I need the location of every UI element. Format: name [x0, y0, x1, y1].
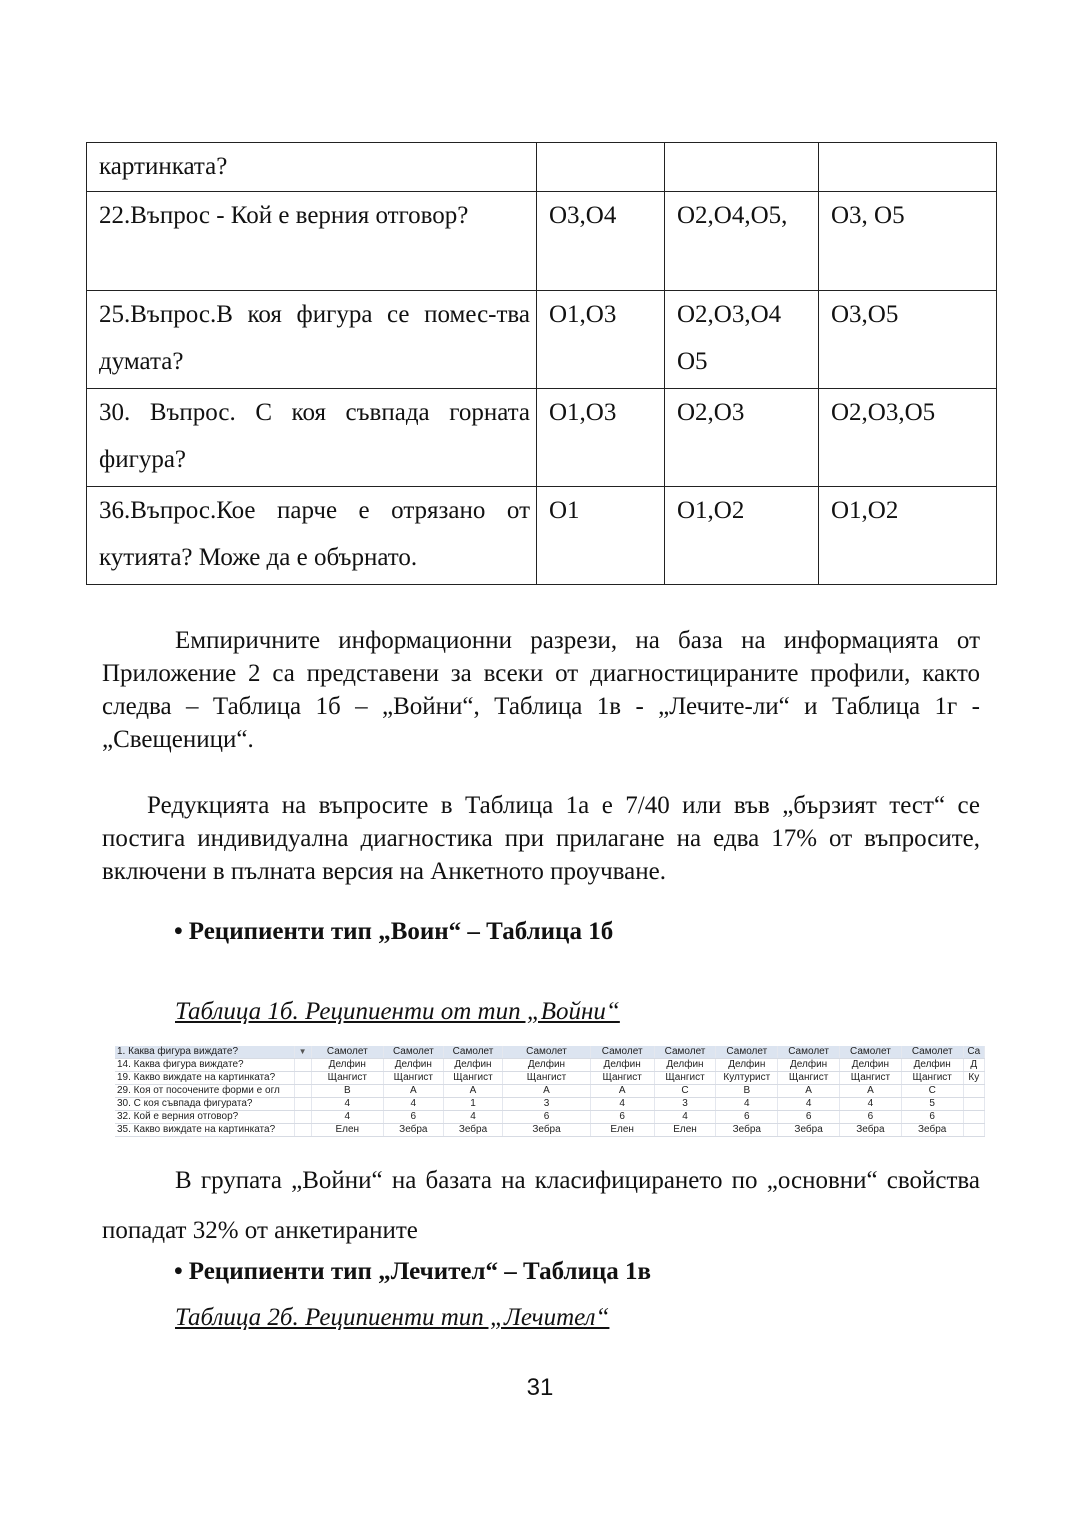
sheet-row	[115, 1124, 985, 1137]
sheet-value-cell: Зебра	[778, 1124, 840, 1137]
sheet-value-cell: Са	[963, 1046, 984, 1059]
answer-cell: О3,О4	[537, 192, 665, 291]
sheet-label-cell: 35. Какво виждате на картинката?	[115, 1124, 294, 1137]
question-cell: 30. Въпрос. С коя съвпада горната фигура?	[87, 389, 537, 487]
sheet-value-cell: 4	[443, 1111, 503, 1124]
sheet-value-cell: Щангист	[311, 1072, 383, 1085]
sheet-value-cell: Зебра	[716, 1124, 778, 1137]
sheet-value-cell: 6	[778, 1111, 840, 1124]
sheet-value-cell: Елен	[654, 1124, 716, 1137]
answer-cell: О3,О5	[819, 291, 997, 389]
sheet-value-cell: 4	[778, 1098, 840, 1111]
sheet-value-cell: 3	[503, 1098, 590, 1111]
sheet-value-cell: Щангист	[901, 1072, 963, 1085]
sheet-value-cell: Делфин	[654, 1059, 716, 1072]
sheet-value-cell: 4	[840, 1098, 902, 1111]
sheet-row	[115, 1072, 985, 1085]
sheet-label-cell: 14. Каква фигура виждате?	[115, 1059, 294, 1072]
sheet-value-cell: Делфин	[590, 1059, 654, 1072]
answer-cell: О1	[537, 487, 665, 585]
sheet-value-cell: A	[443, 1085, 503, 1098]
sheet-value-cell: 5	[901, 1098, 963, 1111]
sheet-value-cell: 4	[311, 1111, 383, 1124]
question-cell: картинката?	[87, 143, 537, 192]
sheet-value-cell: Самолет	[778, 1046, 840, 1059]
sheet-value-cell: Зебра	[503, 1124, 590, 1137]
bullet-text: Реципиенти тип „Лечител“ – Таблица 1в	[188, 1258, 652, 1285]
answer-cell: О1,О3	[537, 389, 665, 487]
sheet-value-cell: Щангист	[384, 1072, 444, 1085]
answer-cell: О1,О3	[537, 291, 665, 389]
sheet-label-cell: 32. Кой е верния отговор?	[115, 1111, 294, 1124]
sheet-value-cell: Зебра	[840, 1124, 902, 1137]
sheet-value-cell: Зебра	[443, 1124, 503, 1137]
sheet-value-cell	[963, 1111, 984, 1124]
sheet-value-cell: 4	[311, 1098, 383, 1111]
sheet-value-cell: 6	[503, 1111, 590, 1124]
sheet-value-cell: B	[311, 1085, 383, 1098]
sheet-value-cell: Ку	[963, 1072, 984, 1085]
sheet-label-cell: 1. Каква фигура виждате?	[115, 1046, 294, 1059]
table-row	[87, 192, 997, 291]
sheet-label-cell: 19. Какво виждате на картинката?	[115, 1072, 294, 1085]
sheet-value-cell: A	[503, 1085, 590, 1098]
sheet-value-cell: Делфин	[384, 1059, 444, 1072]
spreadsheet-table	[115, 1046, 985, 1137]
sheet-value-cell: 4	[716, 1098, 778, 1111]
sheet-value-cell: Самолет	[590, 1046, 654, 1059]
sheet-value-cell: Културист	[716, 1072, 778, 1085]
answer-cell: О2,О3,О4 О5	[665, 291, 819, 389]
sheet-value-cell: Щангист	[443, 1072, 503, 1085]
sheet-value-cell: Зебра	[384, 1124, 444, 1137]
sheet-empty-cell	[294, 1072, 311, 1085]
table-row	[87, 291, 997, 389]
paragraph-reduction: Редукцията на въпросите в Таблица 1а е 7/40 или във „бързият тест“ се постига индивидуална диагностика при прилагане на едва 17% от въпросите, включени в пълната версия на Анкетното проучване.	[102, 792, 980, 885]
sheet-value-cell: Делфин	[503, 1059, 590, 1072]
sheet-value-cell: Делфин	[901, 1059, 963, 1072]
sheet-label-cell: 30. С коя съвпада фигурата?	[115, 1098, 294, 1111]
answer-cell: О3, О5	[819, 192, 997, 291]
sheet-empty-cell	[294, 1098, 311, 1111]
sheet-value-cell: A	[840, 1085, 902, 1098]
bullet-icon: •	[174, 918, 183, 945]
sheet-value-cell: Самолет	[443, 1046, 503, 1059]
table-row	[87, 389, 997, 487]
sheet-value-cell: Щангист	[778, 1072, 840, 1085]
question-cell: 22.Въпрос - Кой е верния отговор?	[87, 192, 537, 291]
sheet-value-cell: Самолет	[384, 1046, 444, 1059]
answer-cell: О2,О3,О5	[819, 389, 997, 487]
sheet-empty-cell	[294, 1059, 311, 1072]
page-number: 31	[526, 1374, 554, 1401]
answer-cell	[819, 143, 997, 192]
answer-cell: О1,О2	[665, 487, 819, 585]
sheet-row	[115, 1059, 985, 1072]
bullet-icon: •	[174, 1258, 183, 1285]
sheet-value-cell: C	[901, 1085, 963, 1098]
sheet-value-cell: Самолет	[311, 1046, 383, 1059]
sheet-value-cell	[963, 1085, 984, 1098]
sheet-value-cell: 6	[590, 1111, 654, 1124]
sheet-value-cell: Щангист	[654, 1072, 716, 1085]
sheet-value-cell: 4	[384, 1098, 444, 1111]
sheet-value-cell	[963, 1098, 984, 1111]
sheet-value-cell: A	[384, 1085, 444, 1098]
bullet-healers	[174, 1258, 651, 1286]
sheet-value-cell: Делфин	[840, 1059, 902, 1072]
sheet-value-cell: Самолет	[716, 1046, 778, 1059]
question-cell: 25.Въпрос.В коя фигура се помес-тва думата?	[87, 291, 537, 389]
sheet-value-cell: A	[590, 1085, 654, 1098]
answer-cell: О1,О2	[819, 487, 997, 585]
sheet-value-cell: C	[654, 1085, 716, 1098]
answer-cell: О2,О4,О5,	[665, 192, 819, 291]
bullet-warriors	[174, 918, 613, 946]
sheet-value-cell: Самолет	[503, 1046, 590, 1059]
sheet-value-cell: 1	[443, 1098, 503, 1111]
sheet-row	[115, 1085, 985, 1098]
sheet-row	[115, 1046, 985, 1059]
sheet-value-cell: Самолет	[654, 1046, 716, 1059]
sheet-value-cell: Щангист	[503, 1072, 590, 1085]
sheet-value-cell: A	[778, 1085, 840, 1098]
question-cell: 36.Въпрос.Кое парче е отрязано от кутията? Може да е обърнато.	[87, 487, 537, 585]
sheet-value-cell: 3	[654, 1098, 716, 1111]
sheet-value-cell: 4	[654, 1111, 716, 1124]
table-row	[87, 143, 997, 192]
sheet-value-cell: 4	[590, 1098, 654, 1111]
question-table	[86, 142, 997, 585]
spreadsheet-snapshot	[115, 1046, 981, 1142]
answer-cell: О2,О3	[665, 389, 819, 487]
sheet-label-cell: 29. Коя от посочените форми е огл	[115, 1085, 294, 1098]
table-caption-healers: Таблица 2б. Реципиенти тип „Лечител“	[175, 1304, 610, 1331]
sheet-empty-cell	[294, 1085, 311, 1098]
answer-cell	[665, 143, 819, 192]
sheet-value-cell: 6	[384, 1111, 444, 1124]
sheet-value-cell: Д	[963, 1059, 984, 1072]
sheet-value-cell: Самолет	[840, 1046, 902, 1059]
sheet-empty-cell	[294, 1124, 311, 1137]
answer-cell	[537, 143, 665, 192]
sheet-value-cell: 6	[716, 1111, 778, 1124]
sheet-value-cell: Елен	[590, 1124, 654, 1137]
sheet-row	[115, 1098, 985, 1111]
sheet-value-cell: Щангист	[590, 1072, 654, 1085]
sheet-value-cell: Елен	[311, 1124, 383, 1137]
sheet-value-cell: Делфин	[716, 1059, 778, 1072]
sheet-value-cell: Делфин	[311, 1059, 383, 1072]
sheet-row	[115, 1111, 985, 1124]
sheet-value-cell: Самолет	[901, 1046, 963, 1059]
sheet-value-cell: Делфин	[443, 1059, 503, 1072]
table-caption-warriors: Таблица 1б. Реципиенти от тип „Войни“	[175, 998, 620, 1025]
bullet-text: Реципиенти тип „Воин“ – Таблица 1б	[188, 918, 614, 945]
paragraph-profiles: Емпиричните информационни разрези, на база на информацията от Приложение 2 са представени за всеки от диагностицираните профили, както следва – Таблица 1б – „Войни“, Таблица 1в - „Лечите-ли“ и Таблица 1г - „Свещеници“.	[102, 627, 980, 753]
paragraph-warriors-share: В групата „Войни“ на базата на класифицирането по „основни“ свойства попадат 32% от анкетираните	[102, 1167, 980, 1244]
sheet-value-cell	[963, 1124, 984, 1137]
sheet-value-cell: B	[716, 1085, 778, 1098]
sheet-value-cell: Зебра	[901, 1124, 963, 1137]
sheet-value-cell: 6	[901, 1111, 963, 1124]
sheet-empty-cell	[294, 1111, 311, 1124]
filter-icon[interactable]: ▼	[294, 1046, 311, 1059]
sheet-value-cell: 6	[840, 1111, 902, 1124]
table-row	[87, 487, 997, 585]
sheet-value-cell: Щангист	[840, 1072, 902, 1085]
sheet-value-cell: Делфин	[778, 1059, 840, 1072]
